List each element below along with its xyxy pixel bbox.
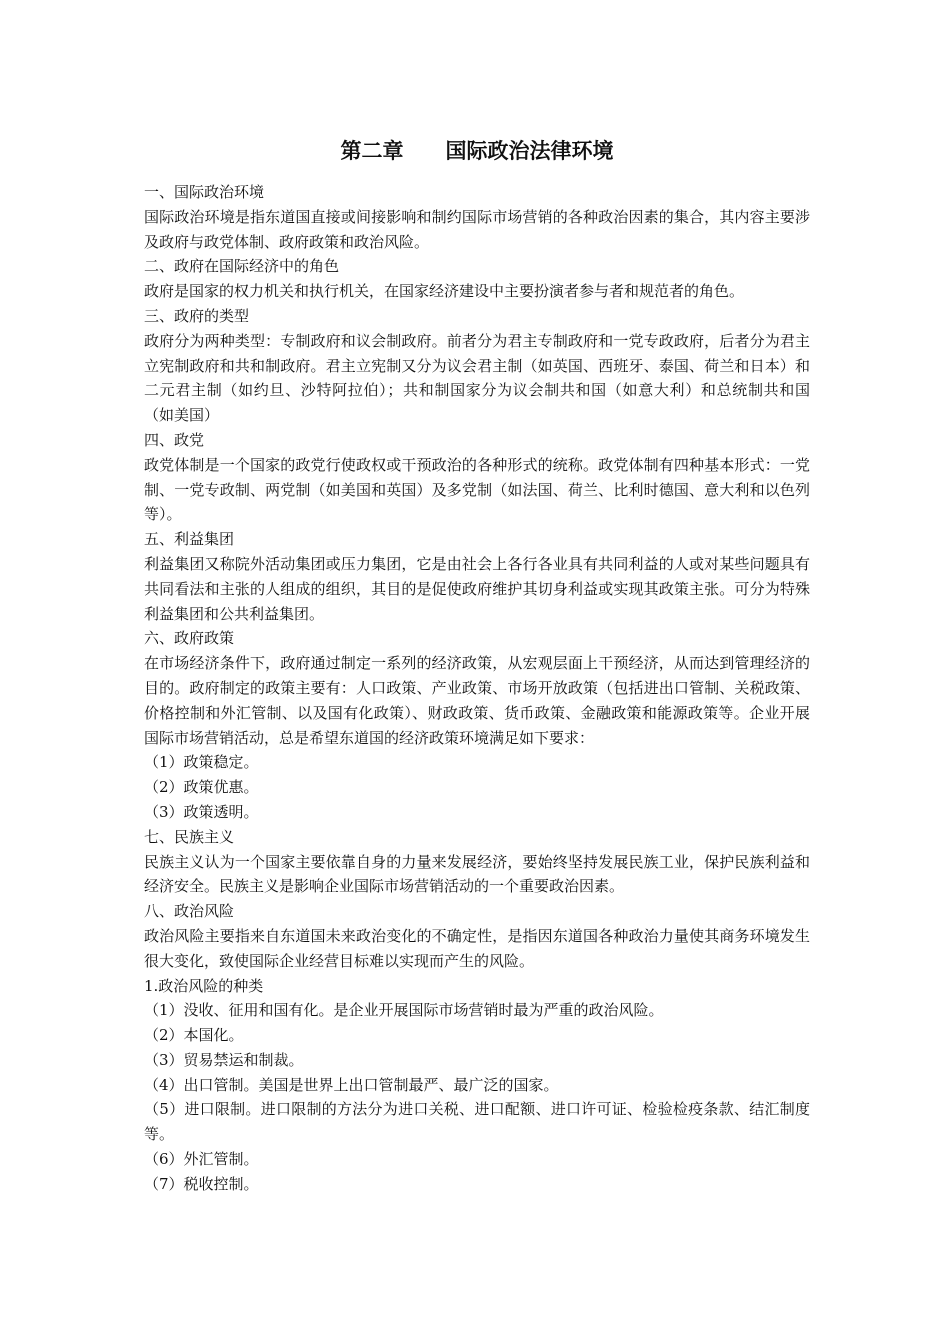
list-item: （3）政策透明。: [144, 802, 259, 821]
paragraph: 利益集团又称院外活动集团或压力集团，它是由社会上各行各业具有共同利益的人或对某些问题具有共同看法和主张的人组成的组织，其目的是促使政府维护其切身利益或实现其政策主张。可分为特殊利益集团和公共利益集团。: [144, 554, 810, 623]
list-item: （5）进口限制。进口限制的方法分为进口关税、进口配额、进口许可证、检验检疫条款、结汇制度等。: [144, 1100, 810, 1144]
section-heading: 六、政府政策: [144, 629, 235, 648]
list-item: （2）政策优惠。: [144, 778, 259, 797]
paragraph: 政府分为两种类型：专制政府和议会制政府。前者分为君主专制政府和一党专政政府，后者分为君主立宪制政府和共和制政府。君主立宪制又分为议会君主制（如英国、西班牙、泰国、荷兰和日本）和二元君主制（如约旦、沙特阿拉伯）；共和制国家分为议会制共和国（如意大利）和总统制共和国（如美国）: [144, 331, 810, 425]
list-item: （1）政策稳定。: [144, 753, 259, 772]
list-item: （2）本国化。: [144, 1026, 244, 1045]
section-heading: 五、利益集团: [144, 530, 235, 549]
document-page: [144, 136, 810, 1197]
list-item: （7）税收控制。: [144, 1174, 259, 1193]
list-item: （1）没收、征用和国有化。是企业开展国际市场营销时最为严重的政治风险。: [144, 1001, 664, 1020]
list-item: （6）外汇管制。: [144, 1150, 259, 1169]
paragraph: 在市场经济条件下，政府通过制定一系列的经济政策，从宏观层面上干预经济，从而达到管理经济的目的。政府制定的政策主要有：人口政策、产业政策、市场开放政策（包括进出口管制、关税政策、价格控制和外汇管制、以及国有化政策）、财政政策、货币政策、金融政策和能源政策等。企业开展国际市场营销活动，总是希望东道国的经济政策环境满足如下要求：: [144, 654, 810, 747]
section-heading: 二、政府在国际经济中的角色: [144, 257, 340, 276]
section-heading: 七、民族主义: [144, 827, 235, 846]
page-title: 第二章 国际政治法律环境: [340, 139, 614, 163]
list-item: （3）贸易禁运和制裁。: [144, 1050, 304, 1069]
paragraph: 政治风险主要指来自东道国未来政治变化的不确定性，是指因东道国各种政治力量使其商务环境发生很大变化，致使国际企业经营目标难以实现而产生的风险。: [144, 926, 810, 970]
section-heading: 四、政党: [144, 430, 205, 449]
subsection-heading: 1.政治风险的种类: [144, 976, 264, 995]
paragraph: 民族主义认为一个国家主要依靠自身的力量来发展经济，要始终坚持发展民族工业，保护民族利益和经济安全。民族主义是影响企业国际市场营销活动的一个重要政治因素。: [144, 852, 810, 896]
list-item: （4）出口管制。美国是世界上出口管制最严、最广泛的国家。: [144, 1075, 559, 1094]
section-heading: 三、政府的类型: [144, 306, 250, 325]
section-heading: 一、国际政治环境: [144, 183, 265, 201]
section-heading: 八、政治风险: [144, 902, 235, 921]
paragraph: 政党体制是一个国家的政党行使政权或干预政治的各种形式的统称。政党体制有四种基本形式：一党制、一党专政制、两党制（如美国和英国）及多党制（如法国、荷兰、比利时德国、意大利和以色列等）。: [144, 455, 810, 524]
paragraph: 政府是国家的权力机关和执行机关，在国家经济建设中主要扮演者参与者和规范者的角色。: [144, 282, 745, 301]
paragraph: 国际政治环境是指东道国直接或间接影响和制约国际市场营销的各种政治因素的集合，其内容主要涉及政府与政党体制、政府政策和政治风险。: [144, 207, 810, 251]
